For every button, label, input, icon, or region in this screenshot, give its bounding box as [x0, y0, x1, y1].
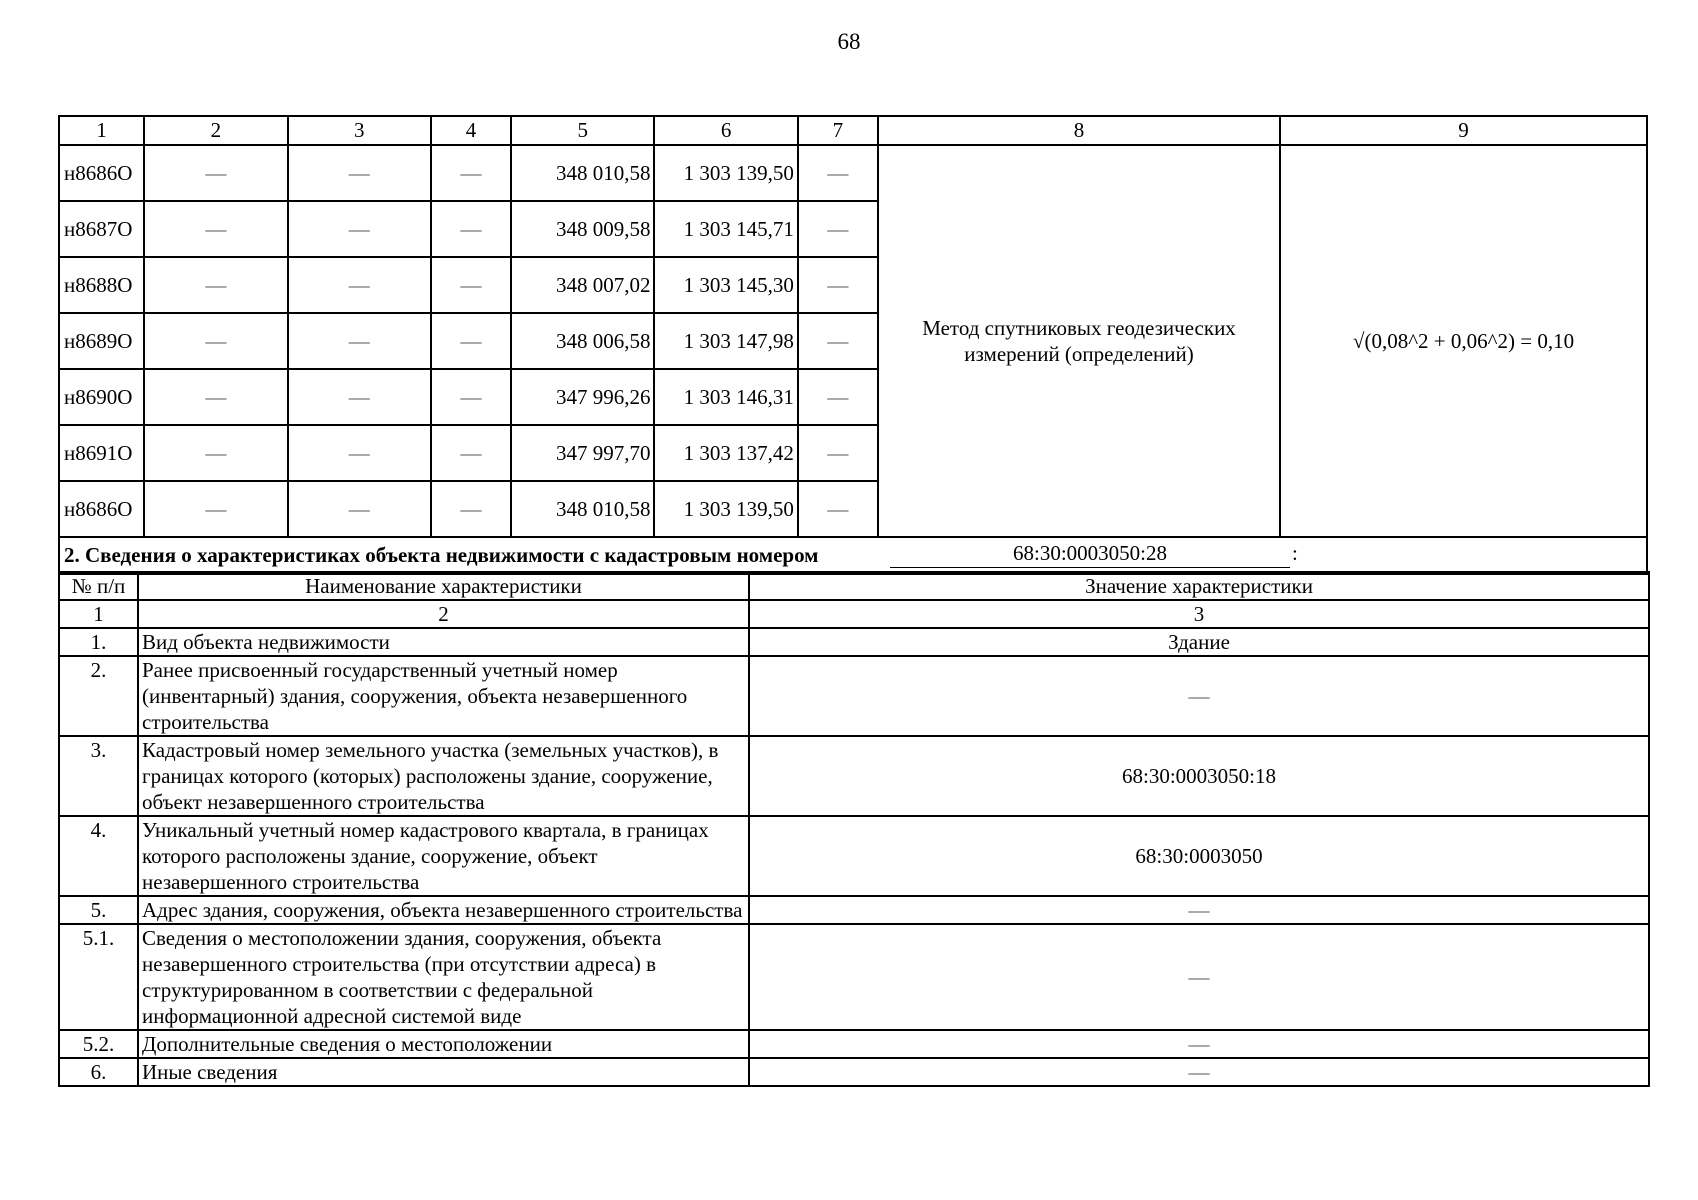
- cell-dash: —: [798, 369, 878, 425]
- row-number: 5.2.: [59, 1030, 138, 1058]
- cell-dash: —: [431, 313, 511, 369]
- cell-dash: —: [288, 201, 431, 257]
- row-number: 5.1.: [59, 924, 138, 1030]
- characteristic-name: Сведения о местоположении здания, сооружения, объекта незавершенного строительства (при отсутствии адреса) в структурированном в соответствии с федеральной информационной адресной системой виде: [138, 924, 749, 1030]
- column-header: 3: [288, 116, 431, 145]
- coord-y: 1 303 145,71: [654, 201, 797, 257]
- characteristic-name: Вид объекта недвижимости: [138, 628, 749, 656]
- column-numbers-row: [59, 600, 1649, 628]
- coord-x: 348 010,58: [511, 145, 654, 201]
- cadastral-number: 68:30:0003050:28: [890, 539, 1290, 568]
- point-id: н8686О: [59, 145, 144, 201]
- characteristic-name: Ранее присвоенный государственный учетный номер (инвентарный) здания, сооружения, объекта незавершенного строительства: [138, 656, 749, 736]
- column-header: 6: [654, 116, 797, 145]
- point-id: н8688О: [59, 257, 144, 313]
- coord-y: 1 303 147,98: [654, 313, 797, 369]
- coord-y: 1 303 139,50: [654, 481, 797, 537]
- cell-dash: —: [288, 481, 431, 537]
- point-id: н8691О: [59, 425, 144, 481]
- column-header: 4: [431, 116, 511, 145]
- column-header: Значение характеристики: [749, 572, 1649, 600]
- column-number: 3: [749, 600, 1649, 628]
- cell-dash: —: [288, 313, 431, 369]
- cell-dash: —: [144, 257, 287, 313]
- column-header: № п/п: [59, 572, 138, 600]
- column-header: 8: [878, 116, 1280, 145]
- row-number: 5.: [59, 896, 138, 924]
- point-id: н8686О: [59, 481, 144, 537]
- row-number: 1.: [59, 628, 138, 656]
- coordinates-table: [58, 115, 1648, 575]
- point-id: н8690О: [59, 369, 144, 425]
- characteristic-value: Здание: [749, 628, 1649, 656]
- characteristic-name: Дополнительные сведения о местоположении: [138, 1030, 749, 1058]
- characteristic-value: —: [749, 896, 1649, 924]
- cell-dash: —: [144, 313, 287, 369]
- cell-dash: —: [431, 369, 511, 425]
- characteristic-value: 68:30:0003050: [749, 816, 1649, 896]
- cell-dash: —: [798, 145, 878, 201]
- column-header: Наименование характеристики: [138, 572, 749, 600]
- coord-x: 347 996,26: [511, 369, 654, 425]
- cell-dash: —: [144, 369, 287, 425]
- characteristic-value: —: [749, 1030, 1649, 1058]
- cell-dash: —: [798, 257, 878, 313]
- cell-dash: —: [144, 145, 287, 201]
- cell-dash: —: [798, 201, 878, 257]
- coord-x: 348 009,58: [511, 201, 654, 257]
- page-number: 68: [837, 29, 861, 54]
- row-number: 2.: [59, 656, 138, 736]
- characteristic-value: —: [749, 1058, 1649, 1086]
- column-header: 7: [798, 116, 878, 145]
- characteristic-value: —: [749, 924, 1649, 1030]
- point-id: н8687О: [59, 201, 144, 257]
- table-row: [59, 145, 1647, 201]
- characteristics-table: [58, 571, 1650, 1087]
- characteristic-value: —: [749, 656, 1649, 736]
- cell-dash: —: [431, 201, 511, 257]
- cell-dash: —: [144, 481, 287, 537]
- accuracy-formula-cell: √(0,08^2 + 0,06^2) = 0,10: [1280, 145, 1647, 537]
- column-number: 1: [59, 600, 138, 628]
- characteristic-name: Кадастровый номер земельного участка (земельных участков), в границах которого (которых) расположены здание, сооружение, объект незавершенного строительства: [138, 736, 749, 816]
- coord-y: 1 303 146,31: [654, 369, 797, 425]
- coord-x: 348 006,58: [511, 313, 654, 369]
- method-cell: Метод спутниковых геодезических измерений (определений): [878, 145, 1280, 537]
- section-title-row: [59, 537, 1647, 574]
- section-title-cell: [59, 537, 1647, 574]
- row-number: 6.: [59, 1058, 138, 1086]
- table-row: [59, 896, 1649, 924]
- column-header: 9: [1280, 116, 1647, 145]
- table-row: [59, 816, 1649, 896]
- characteristics-header-row: [59, 572, 1649, 600]
- section-colon: :: [1292, 541, 1298, 565]
- table-row: [59, 736, 1649, 816]
- cell-dash: —: [288, 145, 431, 201]
- cell-dash: —: [144, 201, 287, 257]
- column-header: 1: [59, 116, 144, 145]
- column-number: 2: [138, 600, 749, 628]
- point-id: н8689О: [59, 313, 144, 369]
- column-header: 5: [511, 116, 654, 145]
- cell-dash: —: [144, 425, 287, 481]
- characteristic-name: Иные сведения: [138, 1058, 749, 1086]
- cell-dash: —: [798, 481, 878, 537]
- cell-dash: —: [798, 425, 878, 481]
- coord-x: 348 007,02: [511, 257, 654, 313]
- characteristic-name: Уникальный учетный номер кадастрового квартала, в границах которого расположены здание, сооружение, объект незавершенного строительства: [138, 816, 749, 896]
- coordinates-header-row: [59, 116, 1647, 145]
- cell-dash: —: [431, 425, 511, 481]
- row-number: 3.: [59, 736, 138, 816]
- table-row: [59, 1030, 1649, 1058]
- table-row: [59, 1058, 1649, 1086]
- table-row: [59, 628, 1649, 656]
- table-row: [59, 924, 1649, 1030]
- coord-y: 1 303 137,42: [654, 425, 797, 481]
- coord-y: 1 303 139,50: [654, 145, 797, 201]
- coord-x: 347 997,70: [511, 425, 654, 481]
- characteristic-name: Адрес здания, сооружения, объекта незавершенного строительства: [138, 896, 749, 924]
- characteristic-value: 68:30:0003050:18: [749, 736, 1649, 816]
- cell-dash: —: [431, 481, 511, 537]
- coord-x: 348 010,58: [511, 481, 654, 537]
- cell-dash: —: [288, 369, 431, 425]
- section-title: 2. Сведения о характеристиках объекта недвижимости с кадастровым номером: [64, 543, 819, 567]
- coord-y: 1 303 145,30: [654, 257, 797, 313]
- cell-dash: —: [288, 425, 431, 481]
- cell-dash: —: [431, 145, 511, 201]
- row-number: 4.: [59, 816, 138, 896]
- cell-dash: —: [288, 257, 431, 313]
- cell-dash: —: [431, 257, 511, 313]
- cell-dash: —: [798, 313, 878, 369]
- table-row: [59, 656, 1649, 736]
- column-header: 2: [144, 116, 287, 145]
